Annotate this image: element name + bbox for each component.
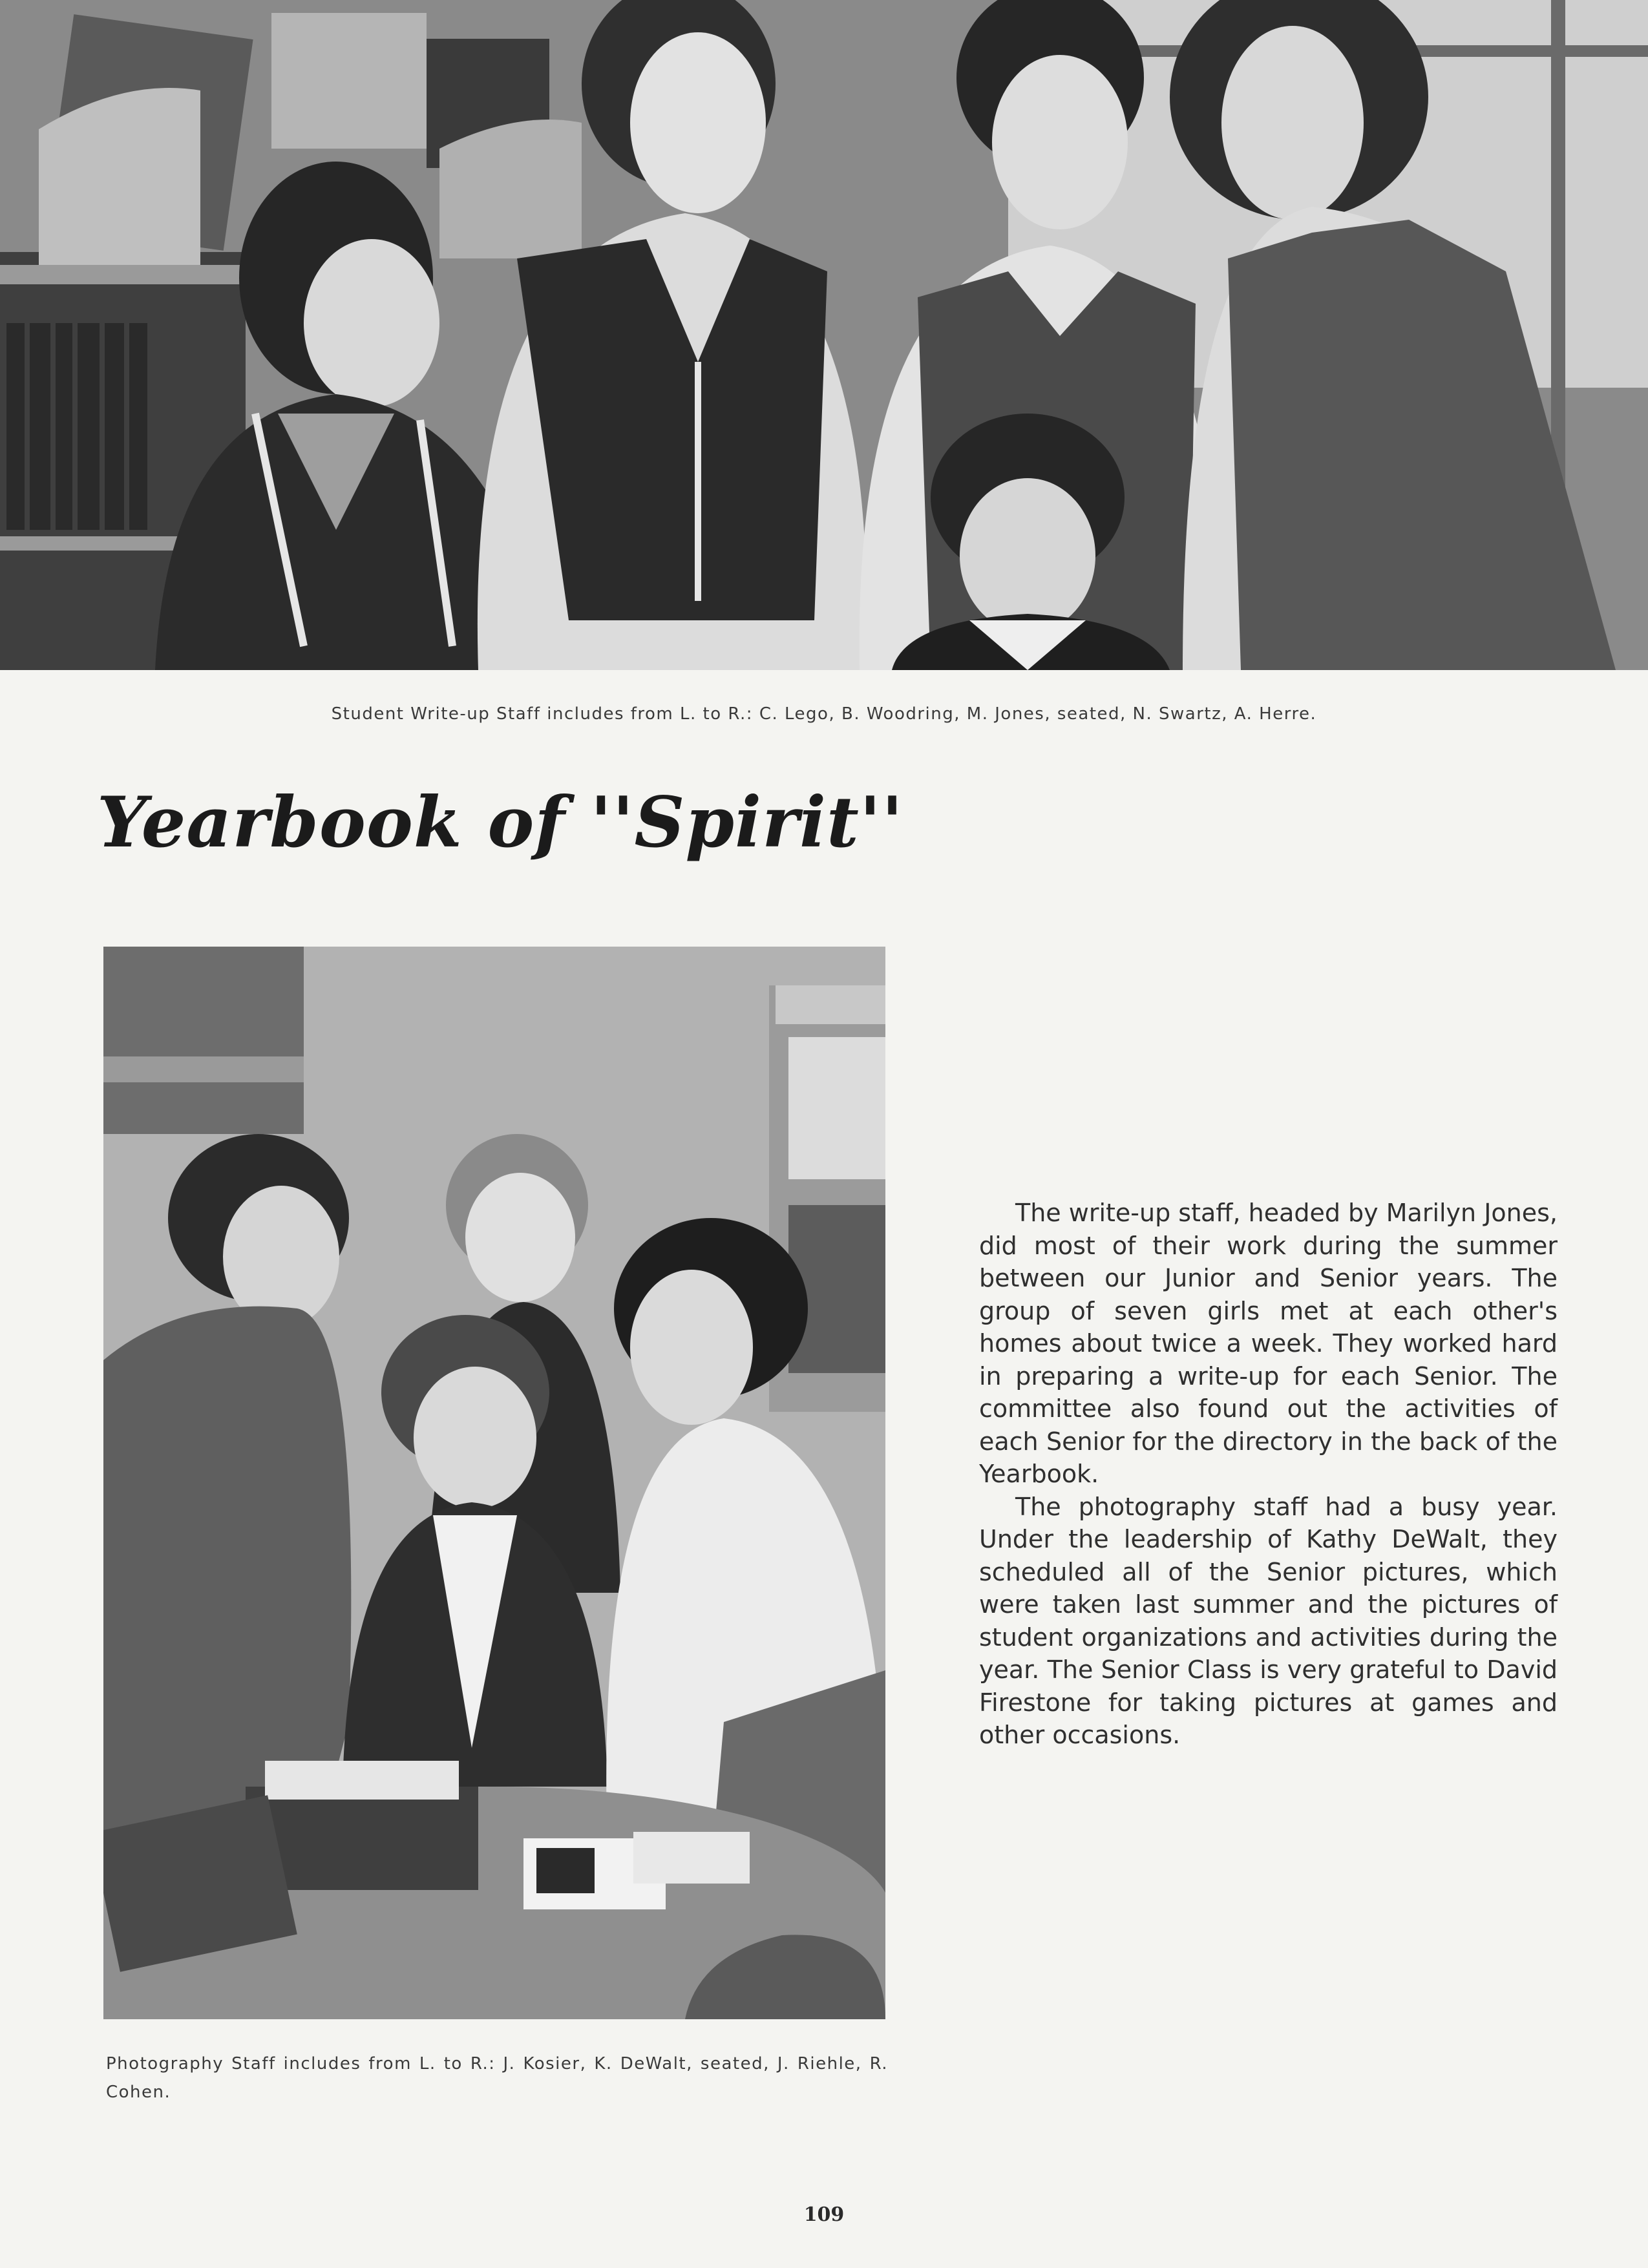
photography-staff-photo — [103, 947, 885, 2019]
write-up-staff-caption: Student Write-up Staff includes from L. to R.: C. Lego, B. Woodring, M. Jones, seated, N. Swartz, A. Herre. — [331, 704, 1317, 724]
photography-staff-caption: Photography Staff includes from L. to R.: J. Kosier, K. DeWalt, seated, J. Riehle, R. Cohen. — [106, 2054, 888, 2102]
page-number: 109 — [803, 2203, 845, 2226]
page-title: Yearbook of ''Spirit'' — [97, 782, 904, 863]
photography-staff-photo-illustration — [103, 947, 885, 2019]
body-paragraph: The photography staff had a busy year. Under the leadership of Kathy DeWalt, they scheduled all of the Senior pictures, which were taken last summer and the pictures of student organizations and activities during the year. The Senior Class is very grateful to David Firestone for taking pictures at games and other occasions. — [979, 1492, 1558, 1749]
article-body — [979, 1197, 1558, 1752]
write-up-staff-photo-illustration — [0, 0, 1648, 670]
body-paragraph: The write-up staff, headed by Marilyn Jones, did most of their work during the summer between our Junior and Senior years. The group of seven girls met at each other's homes about twice a week. They worked hard in preparing a write-up for each Senior. The committee also found out the activities of each Senior for the directory in the back of the Yearbook. — [979, 1199, 1558, 1488]
write-up-staff-photo — [0, 0, 1648, 670]
